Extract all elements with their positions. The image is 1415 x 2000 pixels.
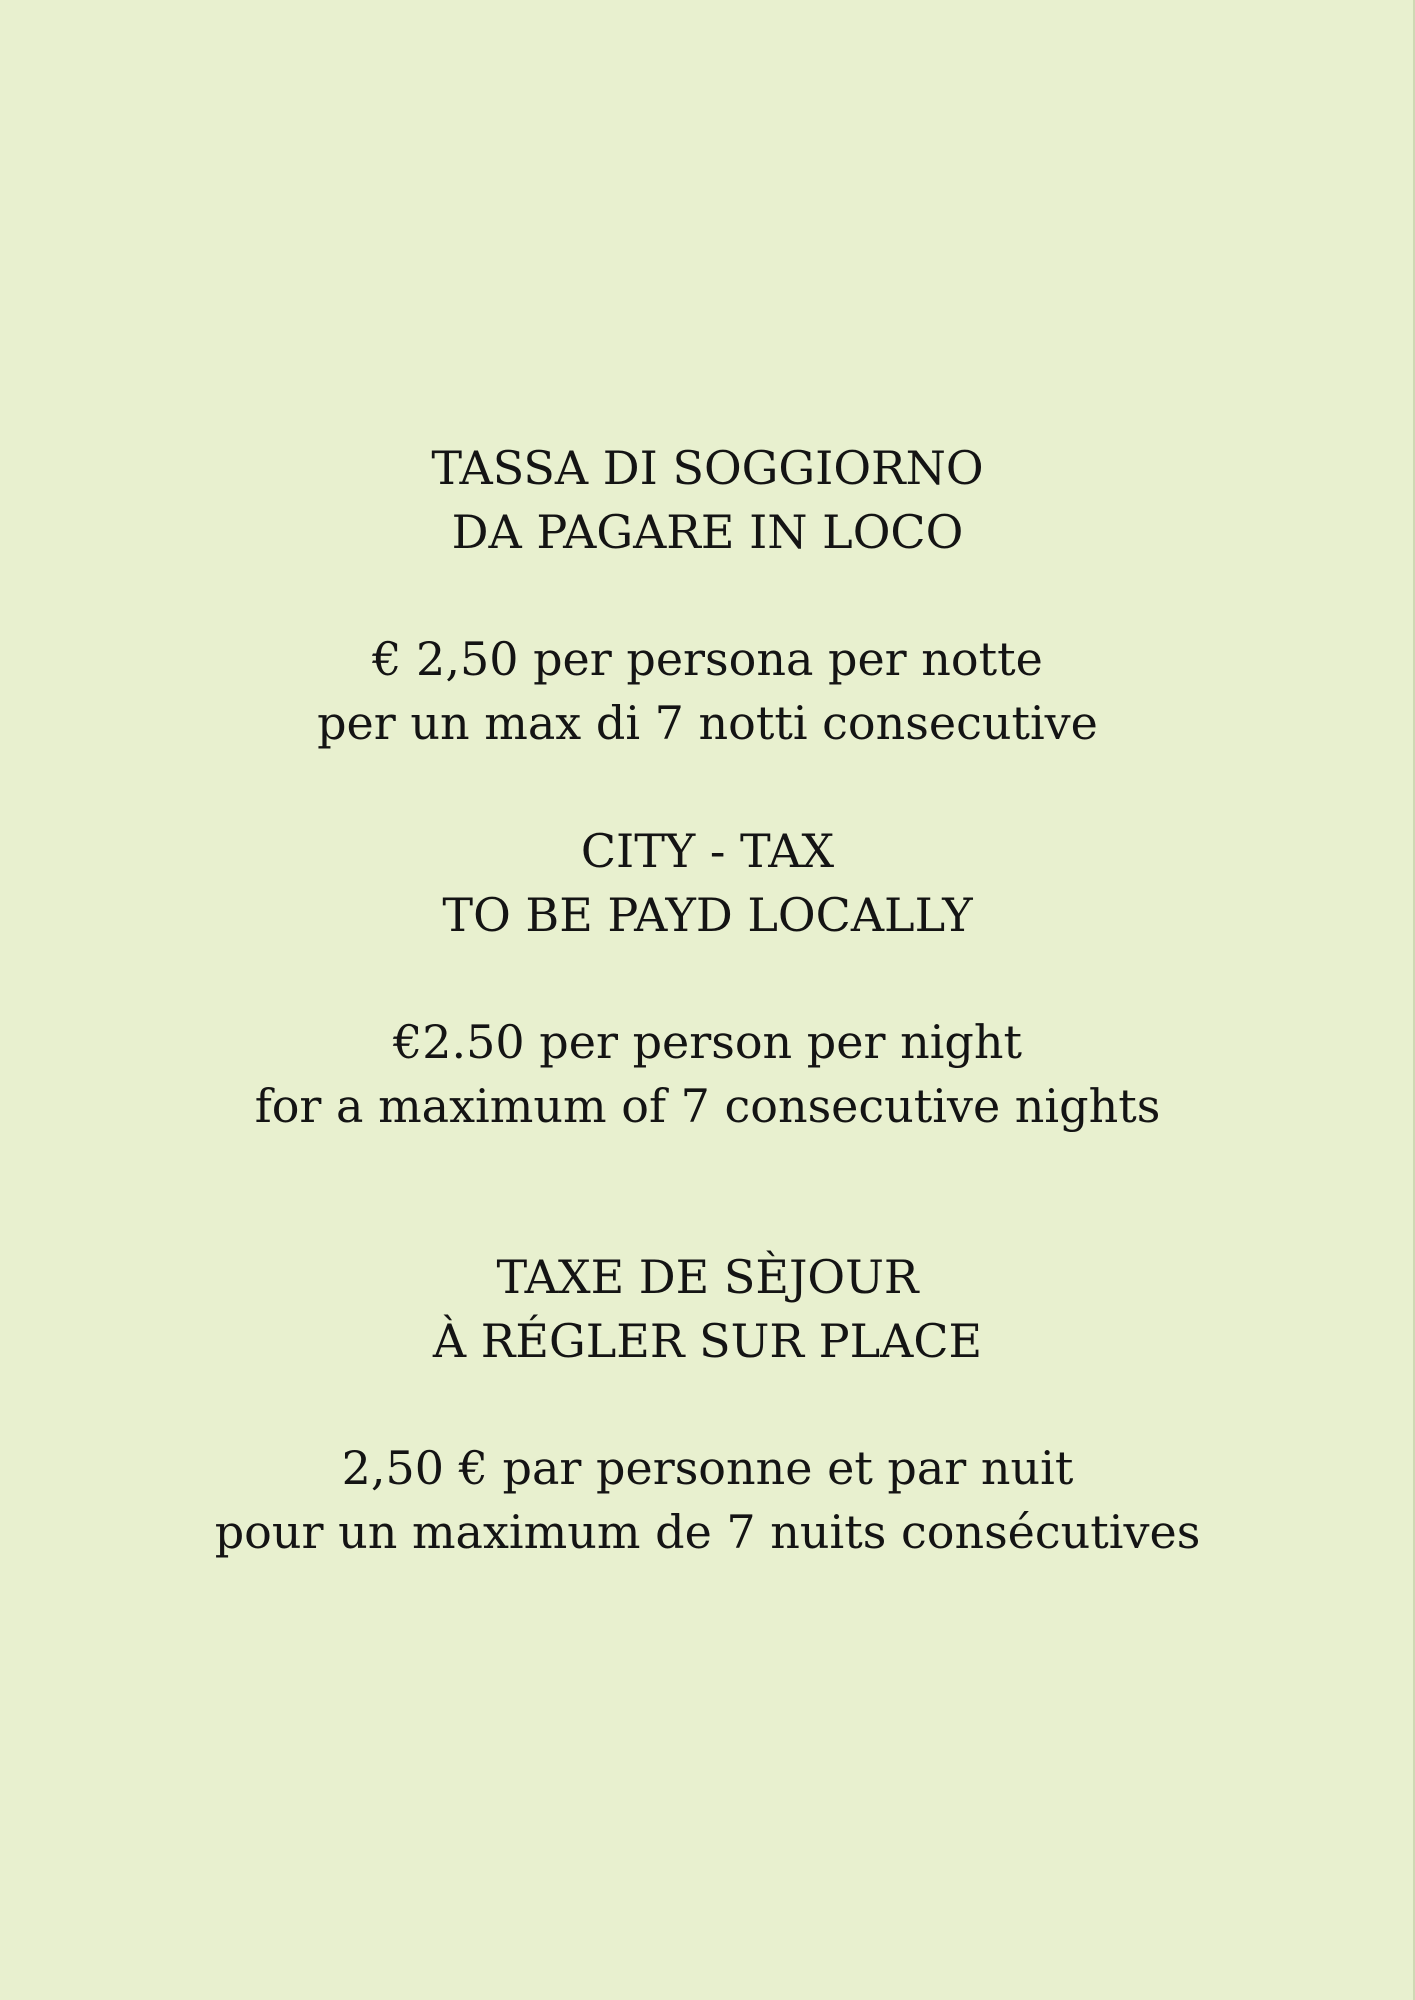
- french-heading-line2: À RÉGLER SUR PLACE: [432, 1314, 983, 1368]
- english-heading-line2: TO BE PAYD LOCALLY: [442, 888, 973, 942]
- english-heading-line1: CITY - TAX: [580, 824, 835, 878]
- italian-heading-line2: DA PAGARE IN LOCO: [451, 505, 964, 559]
- french-limit-line: pour un maximum de 7 nuits consécutives: [214, 1505, 1201, 1559]
- french-rate-line: 2,50 € par personne et par nuit: [341, 1441, 1074, 1495]
- italian-limit-line: per un max di 7 notti consecutive: [317, 696, 1098, 750]
- english-rate-line: €2.50 per person per night: [393, 1015, 1022, 1069]
- french-heading-line1: TAXE DE SÈJOUR: [496, 1250, 919, 1304]
- english-limit-line: for a maximum of 7 consecutive nights: [254, 1079, 1161, 1133]
- italian-rate-line: € 2,50 per persona per notte: [372, 632, 1043, 686]
- italian-heading-line1: TASSA DI SOGGIORNO: [431, 441, 984, 495]
